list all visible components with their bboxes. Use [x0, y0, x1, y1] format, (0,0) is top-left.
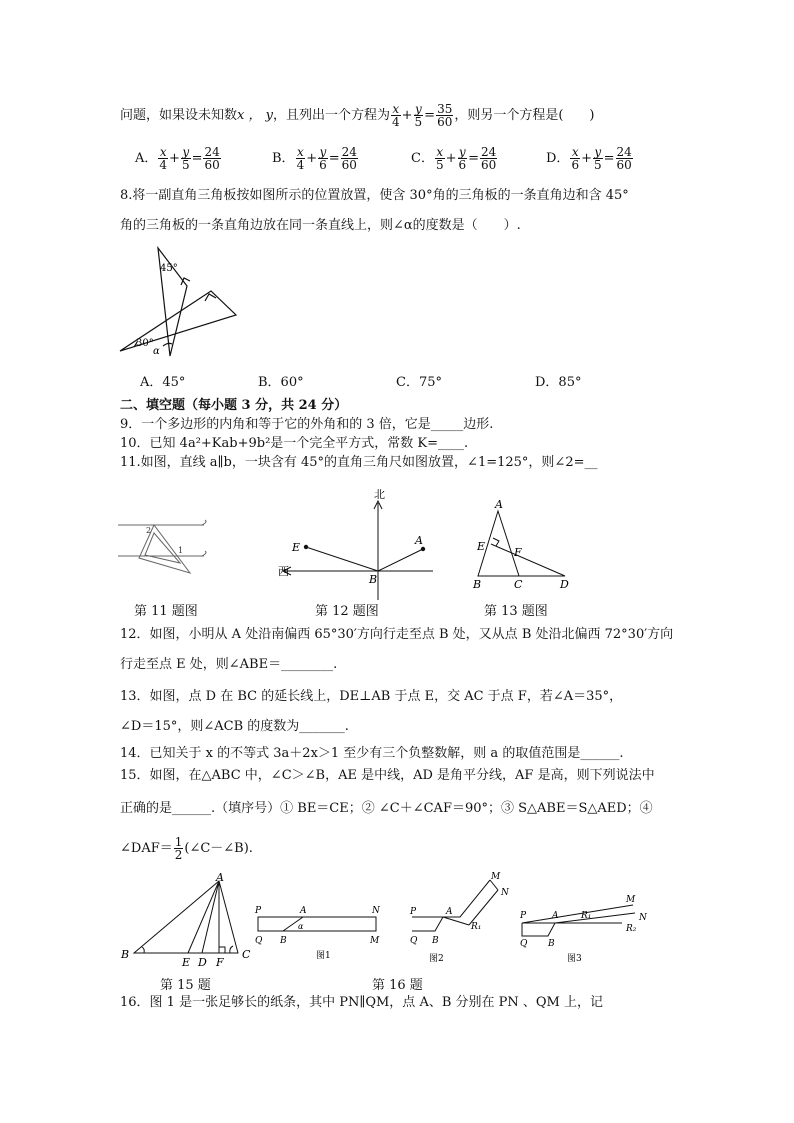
label-r2: R₂ [626, 924, 637, 934]
q13-line1: 13．如图，点 D 在 BC 的延长线上，DE⊥AB 于点 E，交 AC 于点 F，若∠A＝35°， [120, 689, 623, 704]
frac-num: y [182, 145, 190, 159]
label-b: B [369, 573, 378, 586]
option-frac [458, 146, 468, 171]
label-n: N [639, 913, 647, 923]
ray-ba [378, 549, 423, 571]
point-e [304, 545, 308, 549]
median-ae [188, 881, 219, 953]
frac-den: 4 [159, 158, 168, 172]
label-a: A [446, 907, 453, 917]
label-f: F [216, 956, 224, 969]
fig12-caption: 第 12 题图 [315, 604, 379, 619]
label-m: M [370, 936, 380, 946]
label-d: D [198, 956, 207, 969]
frac-num: 24 [481, 145, 497, 159]
label-b: B [432, 936, 439, 946]
q7-intro-vars: x ， y [237, 108, 273, 123]
option-frac [341, 146, 358, 171]
fig16-panel1 [252, 900, 382, 960]
angle-1-label: 1 [178, 546, 184, 555]
label-45: 45° [160, 263, 178, 274]
fig15 [118, 871, 258, 969]
fig13 [470, 498, 575, 593]
line-end-mark [202, 520, 206, 525]
q9: 9．一个多边形的内角和等于它的外角和的 3 倍，它是_____边形. [120, 417, 494, 432]
q7-frac-num: y [414, 102, 422, 116]
q7-intro [120, 103, 595, 128]
frac-den: 4 [296, 158, 305, 172]
frac-den: 60 [341, 158, 357, 172]
label-a: A [415, 534, 423, 547]
q7-frac-x4 [391, 103, 401, 128]
q7-intro-suffix: ，则另一个方程是( ) [454, 108, 595, 123]
q15-frac-half [174, 836, 184, 861]
option-frac [570, 146, 580, 171]
q7-frac-den: 4 [391, 115, 400, 129]
q7-frac-3560 [436, 103, 453, 128]
q7-option-b[interactable]: B． $\frac{x}{4}$ + $\frac{y}{6}$ = $\frac{24}{60}$ [272, 145, 357, 172]
frac-num: 24 [616, 145, 632, 159]
folded-edge-bottom [412, 917, 443, 931]
label-e: E [182, 956, 191, 969]
label-alpha: α [298, 922, 304, 931]
label-p: P [520, 911, 527, 921]
label-c: C [242, 948, 251, 961]
label-a: A [300, 906, 307, 916]
fold-crease [555, 913, 635, 923]
q7-eq: = [424, 108, 436, 123]
q8-option-a[interactable]: A．45° [140, 375, 186, 390]
frac-den: 60 [204, 158, 220, 172]
strip-bottom [522, 923, 555, 936]
q8-option-d[interactable]: D．85° [535, 375, 582, 390]
q8-option-c[interactable]: C．75° [396, 375, 442, 390]
panel-name: 图3 [567, 954, 582, 964]
q8-line1: 8.将一副直角三角板按如图所示的位置放置，使含 30°角的三角板的一条直角边和含 45° [120, 188, 629, 203]
fig11-caption: 第 11 题图 [134, 604, 198, 619]
frac-num: x [159, 145, 167, 159]
option-frac [158, 146, 168, 171]
label-b: B [280, 936, 287, 946]
option-frac [616, 146, 633, 171]
q7-frac-den: 5 [414, 115, 423, 129]
q13-line2: ∠D＝15°，则∠ACB 的度数为_______. [120, 719, 349, 734]
q8-option-b[interactable]: B．60° [258, 375, 304, 390]
frac-den: 5 [181, 158, 190, 172]
q8-line2: 角的三角板的一条直角边放在同一条直线上，则∠α的度数是（ ）. [120, 218, 521, 233]
frac-den: 6 [458, 158, 467, 172]
frac-den: 5 [435, 158, 444, 172]
label-q: Q [410, 936, 418, 946]
frac-den: 60 [616, 158, 632, 172]
label-a: A [552, 911, 559, 921]
q7-frac-num: x [392, 102, 400, 116]
option-frac [318, 146, 328, 171]
label-b: B [121, 948, 130, 961]
q7-frac-den: 60 [437, 115, 453, 129]
angle-2-label: 2 [146, 526, 152, 535]
segment-de [491, 544, 565, 576]
label-c: C [514, 578, 523, 591]
fig16-caption: 第 16 题 [372, 978, 423, 993]
label-30: 30° [136, 338, 154, 349]
label-alpha: α [153, 346, 160, 357]
point-a [421, 547, 425, 551]
q15-line3-prefix: ∠DAF＝ [120, 841, 173, 856]
triangle-abc [134, 881, 238, 953]
q12-line1: 12．如图，小明从 A 处沿南偏西 65°30′方向行走至点 B 处，又从点 B 处沿北偏西 72°30′方向 [120, 627, 674, 642]
fold-crease [443, 917, 469, 925]
section-title: 二、填空题（每小题 3 分，共 24 分） [120, 398, 348, 413]
angle-arc [142, 947, 144, 953]
q10: 10．已知 4a²+Kab+9b²是一个完全平方式，常数 K=____. [120, 436, 469, 451]
option-label: A． [135, 151, 158, 166]
q7-option-d[interactable]: D． $\frac{x}{6}$ + $\frac{y}{5}$ = $\frac{24}{60}$ [546, 145, 632, 172]
frac-num: 24 [341, 145, 357, 159]
fig12 [275, 488, 445, 603]
q7-option-a[interactable]: A． $\frac{x}{4}$ + $\frac{y}{5}$ = $\frac{24}{60}$ [135, 145, 220, 172]
angle-arc [230, 946, 233, 953]
option-frac [203, 146, 220, 171]
label-e: E [477, 540, 486, 553]
label-p: P [410, 907, 417, 917]
line-end-mark [202, 551, 206, 556]
q7-frac-y5 [414, 103, 424, 128]
q15-line3 [120, 836, 253, 861]
q14: 14．已知关于 x 的不等式 3a＋2x＞1 至少有三个负整数解，则 a 的取值范围是______. [120, 746, 624, 761]
label-p: P [255, 906, 262, 916]
ray-be [306, 547, 378, 571]
west-label: 西 [278, 565, 289, 578]
option-frac [181, 146, 191, 171]
label-m: M [626, 895, 636, 905]
frac-num: x [436, 145, 444, 159]
q7-option-c[interactable]: C． $\frac{x}{5}$ + $\frac{y}{6}$ = $\frac{24}{60}$ [411, 145, 497, 172]
frac-num: y [458, 145, 466, 159]
option-frac [296, 146, 306, 171]
frac-num: 24 [204, 145, 220, 159]
q7-frac-num: 35 [437, 102, 453, 116]
right-angle-mark [219, 947, 225, 953]
label-b: B [473, 578, 482, 591]
q15-line3-suffix: (∠C－∠B). [184, 841, 253, 856]
frac-den: 5 [593, 158, 602, 172]
label-n: N [501, 888, 509, 898]
label-a: A [495, 498, 503, 511]
frac-num: x [296, 145, 304, 159]
fig13-caption: 第 13 题图 [484, 604, 548, 619]
option-label: B． [272, 151, 295, 166]
frac-num: y [594, 145, 602, 159]
panel-name: 图2 [429, 954, 444, 964]
q7-intro-prefix: 问题，如果设未知数 [120, 108, 238, 123]
q7-plus: + [401, 108, 413, 123]
q11: 11.如图，直线 a∥b，一块含有 45°的直角三角尺如图放置，∠1=125°，则∠2=__ [120, 455, 598, 470]
frac-den: 2 [174, 848, 183, 862]
label-q: Q [255, 936, 263, 946]
label-f: F [514, 546, 522, 559]
north-label: 北 [374, 488, 385, 501]
label-b: B [548, 939, 555, 949]
label-d: D [560, 578, 569, 591]
frac-den: 6 [571, 158, 580, 172]
angle-arc [163, 343, 172, 346]
q8-figure [118, 245, 248, 360]
paper-strip [258, 917, 376, 931]
right-angle-mark [205, 294, 216, 301]
option-frac [480, 146, 497, 171]
label-m: M [491, 872, 501, 882]
fig15-caption: 第 15 题 [160, 978, 211, 993]
label-n: N [372, 906, 380, 916]
set-square-inner [145, 533, 180, 563]
folded-edge-outer [469, 890, 498, 925]
q16: 16．图 1 是一张足够长的纸条，其中 PN∥QM，点 A、B 分别在 PN 、QM 上，记 [120, 995, 603, 1010]
label-r1: R₁ [581, 911, 592, 921]
label-e: E [292, 541, 301, 554]
panel-name: 图1 [316, 951, 331, 961]
label-r1: R₁ [471, 922, 482, 932]
option-label: C． [411, 151, 434, 166]
frac-num: y [319, 145, 327, 159]
frac-den: 60 [481, 158, 497, 172]
option-frac [593, 146, 603, 171]
option-label: D． [546, 151, 570, 166]
label-a: A [216, 871, 224, 884]
q15-line1: 15．如图，在△ABC 中，∠C＞∠B，AE 是中线，AD 是角平分线，AF 是高，则下列说法中 [120, 768, 655, 783]
option-frac [435, 146, 445, 171]
fig16-panel3 [515, 870, 655, 965]
frac-num: 1 [174, 835, 183, 849]
frac-den: 6 [319, 158, 327, 172]
q15-line2: 正确的是______.（填序号）① BE＝CE；② ∠C＋∠CAF＝90°；③ S△ABE＝S△AED；④ [120, 801, 653, 816]
fig11 [118, 515, 213, 580]
fig16-panel2 [405, 870, 515, 965]
bisector-ad [202, 881, 219, 953]
frac-num: x [571, 145, 579, 159]
label-q: Q [520, 939, 528, 949]
q7-intro-mid: ，且列出一个方程为 [272, 108, 390, 123]
q12-line2: 行走至点 E 处，则∠ABE＝________. [120, 657, 338, 672]
